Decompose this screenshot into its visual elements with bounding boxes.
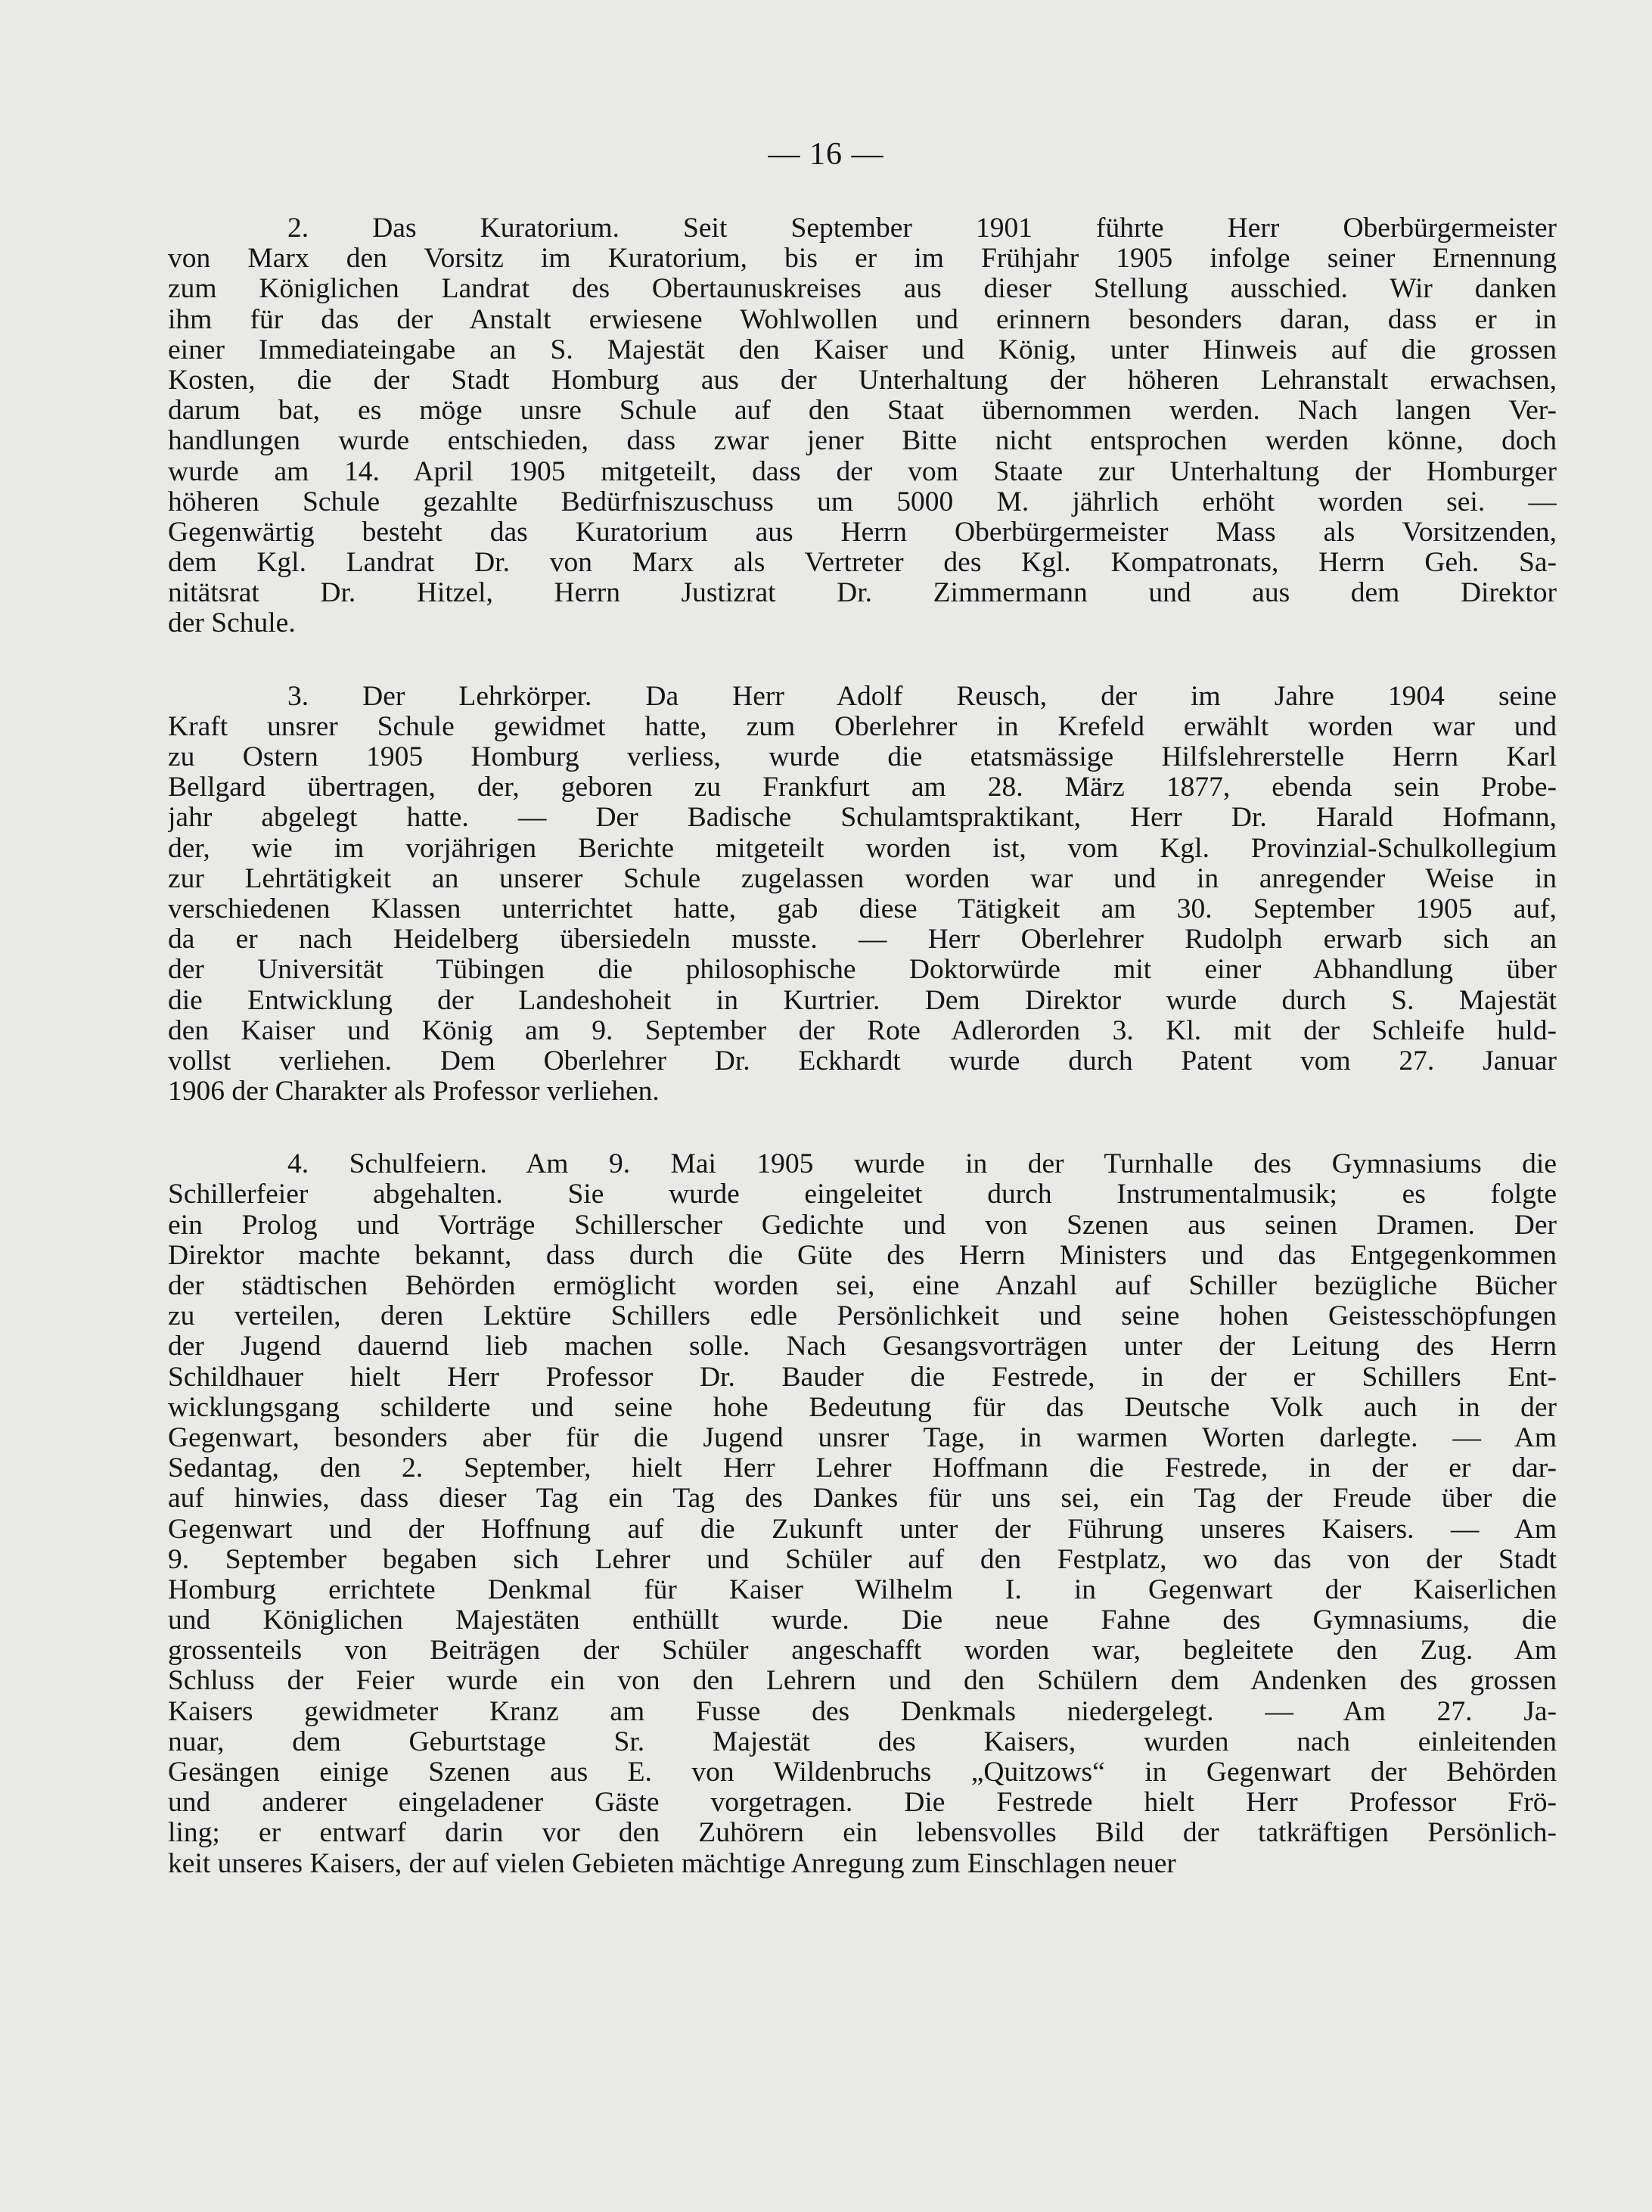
text-line: Gesängen einige Szenen aus E. von Wildenbruchs „Quitzows“ in Gegenwart der Behörden <box>168 1757 1557 1788</box>
page-number: — 16 — <box>768 137 884 172</box>
text-line: Gegenwart, besonders aber für die Jugend unsrer Tage, in warmen Worten darlegte. — Am <box>168 1422 1557 1453</box>
text-line: wicklungsgang schilderte und seine hohe Bedeutung für das Deutsche Volk auch in der <box>168 1392 1557 1423</box>
text-line: ein Prolog und Vorträge Schillerscher Gedichte und von Szenen aus seinen Dramen. Der <box>168 1210 1557 1241</box>
text-line: der Jugend dauernd lieb machen solle. Nach Gesangsvorträgen unter der Leitung des Herrn <box>168 1331 1557 1362</box>
text-line: dem Kgl. Landrat Dr. von Marx als Vertreter des Kgl. Kompatronats, Herrn Geh. Sa- <box>168 548 1557 579</box>
paragraph-gap <box>168 639 1557 682</box>
text-line: wurde am 14. April 1905 mitgeteilt, dass der vom Staate zur Unterhaltung der Homburger <box>168 456 1557 487</box>
text-line: 4. Schulfeiern. Am 9. Mai 1905 wurde in der Turnhalle des Gymnasiums die <box>287 1149 1557 1180</box>
text-line: ihm für das der Anstalt erwiesene Wohlwollen und erinnern besonders daran, dass er in <box>168 304 1557 335</box>
text-line: Schildhauer hielt Herr Professor Dr. Bauder die Festrede, in der er Schillers Ent- <box>168 1362 1557 1393</box>
text-line: verschiedenen Klassen unterrichtet hatte, gab diese Tätigkeit am 30. September 1905 auf, <box>168 893 1557 924</box>
paragraph-kuratorium <box>168 213 1557 639</box>
text-line: Schluss der Feier wurde ein von den Lehrern und den Schülern dem Andenken des grossen <box>168 1666 1557 1697</box>
text-line: der, wie im vorjährigen Berichte mitgeteilt worden ist, vom Kgl. Provinzial-Schulkollegium <box>168 833 1557 864</box>
text-line: Schillerfeier abgehalten. Sie wurde eingeleitet durch Instrumentalmusik; es folgte <box>168 1179 1557 1210</box>
text-line: grossenteils von Beiträgen der Schüler angeschafft worden war, begleitete den Zug. Am <box>168 1636 1557 1667</box>
text-line: nuar, dem Geburtstage Sr. Majestät des Kaisers, wurden nach einleitenden <box>168 1726 1557 1757</box>
paragraph-gap <box>168 1107 1557 1149</box>
text-line: der städtischen Behörden ermöglicht worden sei, eine Anzahl auf Schiller bezügliche Bücher <box>168 1271 1557 1301</box>
text-line: Gegenwärtig besteht das Kuratorium aus Herrn Oberbürgermeister Mass als Vorsitzenden, <box>168 517 1557 548</box>
text-line: zum Königlichen Landrat des Obertaunuskreises aus dieser Stellung ausschied. Wir danken <box>168 274 1557 305</box>
text-line: Kaisers gewidmeter Kranz am Fusse des Denkmals niedergelegt. — Am 27. Ja- <box>168 1696 1557 1727</box>
text-line: der Universität Tübingen die philosophische Doktorwürde mit einer Abhandlung über <box>168 955 1557 986</box>
text-line: die Entwicklung der Landeshoheit in Kurtrier. Dem Direktor wurde durch S. Majestät <box>168 985 1557 1016</box>
text-line: einer Immediateingabe an S. Majestät den Kaiser und König, unter Hinweis auf die grossen <box>168 334 1557 365</box>
text-line: auf hinwies, dass dieser Tag ein Tag des Dankes für uns sei, ein Tag der Freude über die <box>168 1483 1557 1515</box>
text-line: 9. September begaben sich Lehrer und Schüler auf den Festplatz, wo das von der Stadt <box>168 1544 1557 1575</box>
text-line: und anderer eingeladener Gäste vorgetragen. Die Festrede hielt Herr Professor Frö- <box>168 1788 1557 1819</box>
text-line: den Kaiser und König am 9. September der Rote Adlerorden 3. Kl. mit der Schleife huld- <box>168 1015 1557 1046</box>
text-line: 2. Das Kuratorium. Seit September 1901 führte Herr Oberbürgermeister <box>287 213 1557 244</box>
text-line: handlungen wurde entschieden, dass zwar jener Bitte nicht entsprochen werden könne, doch <box>168 426 1557 457</box>
text-line: Kraft unsrer Schule gewidmet hatte, zum Oberlehrer in Krefeld erwählt worden war und <box>168 711 1557 742</box>
text-line: zu Ostern 1905 Homburg verliess, wurde die etatsmässige Hilfslehrerstelle Herrn Karl <box>168 742 1557 772</box>
paragraph-lehrkoerper <box>168 682 1557 1108</box>
text-line: jahr abgelegt hatte. — Der Badische Schulamtspraktikant, Herr Dr. Harald Hofmann, <box>168 803 1557 834</box>
body-text <box>168 213 1557 1879</box>
text-line: Gegenwart und der Hoffnung auf die Zukunft unter der Führung unseres Kaisers. — Am <box>168 1514 1557 1545</box>
text-line: der Schule. <box>168 608 296 639</box>
text-line: Homburg errichtete Denkmal für Kaiser Wilhelm I. in Gegenwart der Kaiserlichen <box>168 1574 1557 1605</box>
text-line: da er nach Heidelberg übersiedeln musste. — Herr Oberlehrer Rudolph erwarb sich an <box>168 924 1557 955</box>
text-line: vollst verliehen. Dem Oberlehrer Dr. Eckhardt wurde durch Patent vom 27. Januar <box>168 1045 1557 1076</box>
text-line: von Marx den Vorsitz im Kuratorium, bis er im Frühjahr 1905 infolge seiner Ernennung <box>168 244 1557 275</box>
text-line: Bellgard übertragen, der, geboren zu Frankfurt am 28. März 1877, ebenda sein Probe- <box>168 772 1557 803</box>
text-line: Kosten, die der Stadt Homburg aus der Unterhaltung der höheren Lehranstalt erwachsen, <box>168 365 1557 396</box>
text-line: darum bat, es möge unsre Schule auf den Staat übernommen werden. Nach langen Ver- <box>168 396 1557 427</box>
text-line: zur Lehrtätigkeit an unserer Schule zugelassen worden war und in anregender Weise in <box>168 863 1557 894</box>
text-line: Sedantag, den 2. September, hielt Herr Lehrer Hoffmann die Festrede, in der er dar- <box>168 1453 1557 1484</box>
text-line: ling; er entwarf darin vor den Zuhörern ein lebensvolles Bild der tatkräftigen Persönlich- <box>168 1818 1557 1849</box>
text-line: zu verteilen, deren Lektüre Schillers edle Persönlichkeit und seine hohen Geistesschöpfungen <box>168 1301 1557 1332</box>
text-line: 1906 der Charakter als Professor verliehen. <box>168 1076 660 1108</box>
paragraph-schulfeiern <box>168 1149 1557 1879</box>
text-line: nitätsrat Dr. Hitzel, Herrn Justizrat Dr. Zimmermann und aus dem Direktor <box>168 578 1557 609</box>
text-line: keit unseres Kaisers, der auf vielen Gebieten mächtige Anregung zum Einschlagen neuer <box>168 1848 1176 1879</box>
text-line: höheren Schule gezahlte Bedürfniszuschuss um 5000 M. jährlich erhöht worden sei. — <box>168 486 1557 517</box>
text-line: Direktor machte bekannt, dass durch die Güte des Herrn Ministers und das Entgegenkommen <box>168 1240 1557 1271</box>
text-line: und Königlichen Majestäten enthüllt wurde. Die neue Fahne des Gymnasiums, die <box>168 1605 1557 1636</box>
text-line: 3. Der Lehrkörper. Da Herr Adolf Reusch, der im Jahre 1904 seine <box>287 681 1557 712</box>
